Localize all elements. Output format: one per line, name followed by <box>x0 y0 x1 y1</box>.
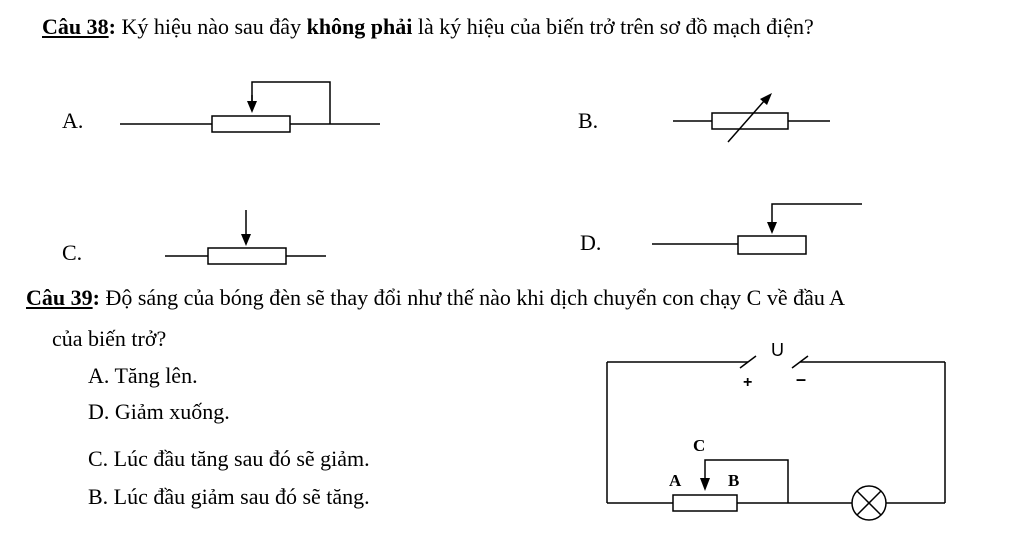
question-38-text-bold: không phải <box>306 14 413 39</box>
option-d-label: D. <box>580 230 602 255</box>
circuit-diagram <box>607 356 945 520</box>
question-38-colon: : <box>108 14 122 39</box>
question-39-colon: : <box>92 285 106 310</box>
answer-option-2: D. Giảm xuống. <box>88 399 230 424</box>
option-b-label: B. <box>578 108 599 133</box>
question-38-text-before: Ký hiệu nào sau đây <box>121 14 307 39</box>
answer-option-4: B. Lúc đầu giảm sau đó sẽ tăng. <box>88 484 370 509</box>
symbol-d-rheostat <box>652 204 862 254</box>
question-38-text-after: là ký hiệu của biến trở trên sơ đồ mạch điện? <box>412 14 814 39</box>
question-39-line1: Độ sáng của bóng đèn sẽ thay đổi như thế nào khi dịch chuyển con chạy C về đầu A <box>105 285 846 310</box>
label-c: C <box>693 436 706 455</box>
label-b: B <box>728 471 740 490</box>
label-a: A <box>669 471 682 490</box>
answer-option-3: C. Lúc đầu tăng sau đó sẽ giảm. <box>88 446 370 471</box>
option-a-label: A. <box>62 108 84 133</box>
symbol-b-variable-resistor <box>673 93 830 142</box>
symbol-c-rheostat <box>165 210 326 264</box>
label-u: U <box>771 340 784 360</box>
question-39-line2: của biến trở? <box>52 326 167 351</box>
label-minus: – <box>796 369 807 389</box>
question-38-number: Câu 38 <box>42 14 109 39</box>
question-39-number: Câu 39 <box>26 285 93 310</box>
answer-option-1: A. Tăng lên. <box>88 363 198 388</box>
symbol-a-rheostat <box>120 82 380 132</box>
option-c-label: C. <box>62 240 83 265</box>
label-plus: + <box>743 374 753 391</box>
